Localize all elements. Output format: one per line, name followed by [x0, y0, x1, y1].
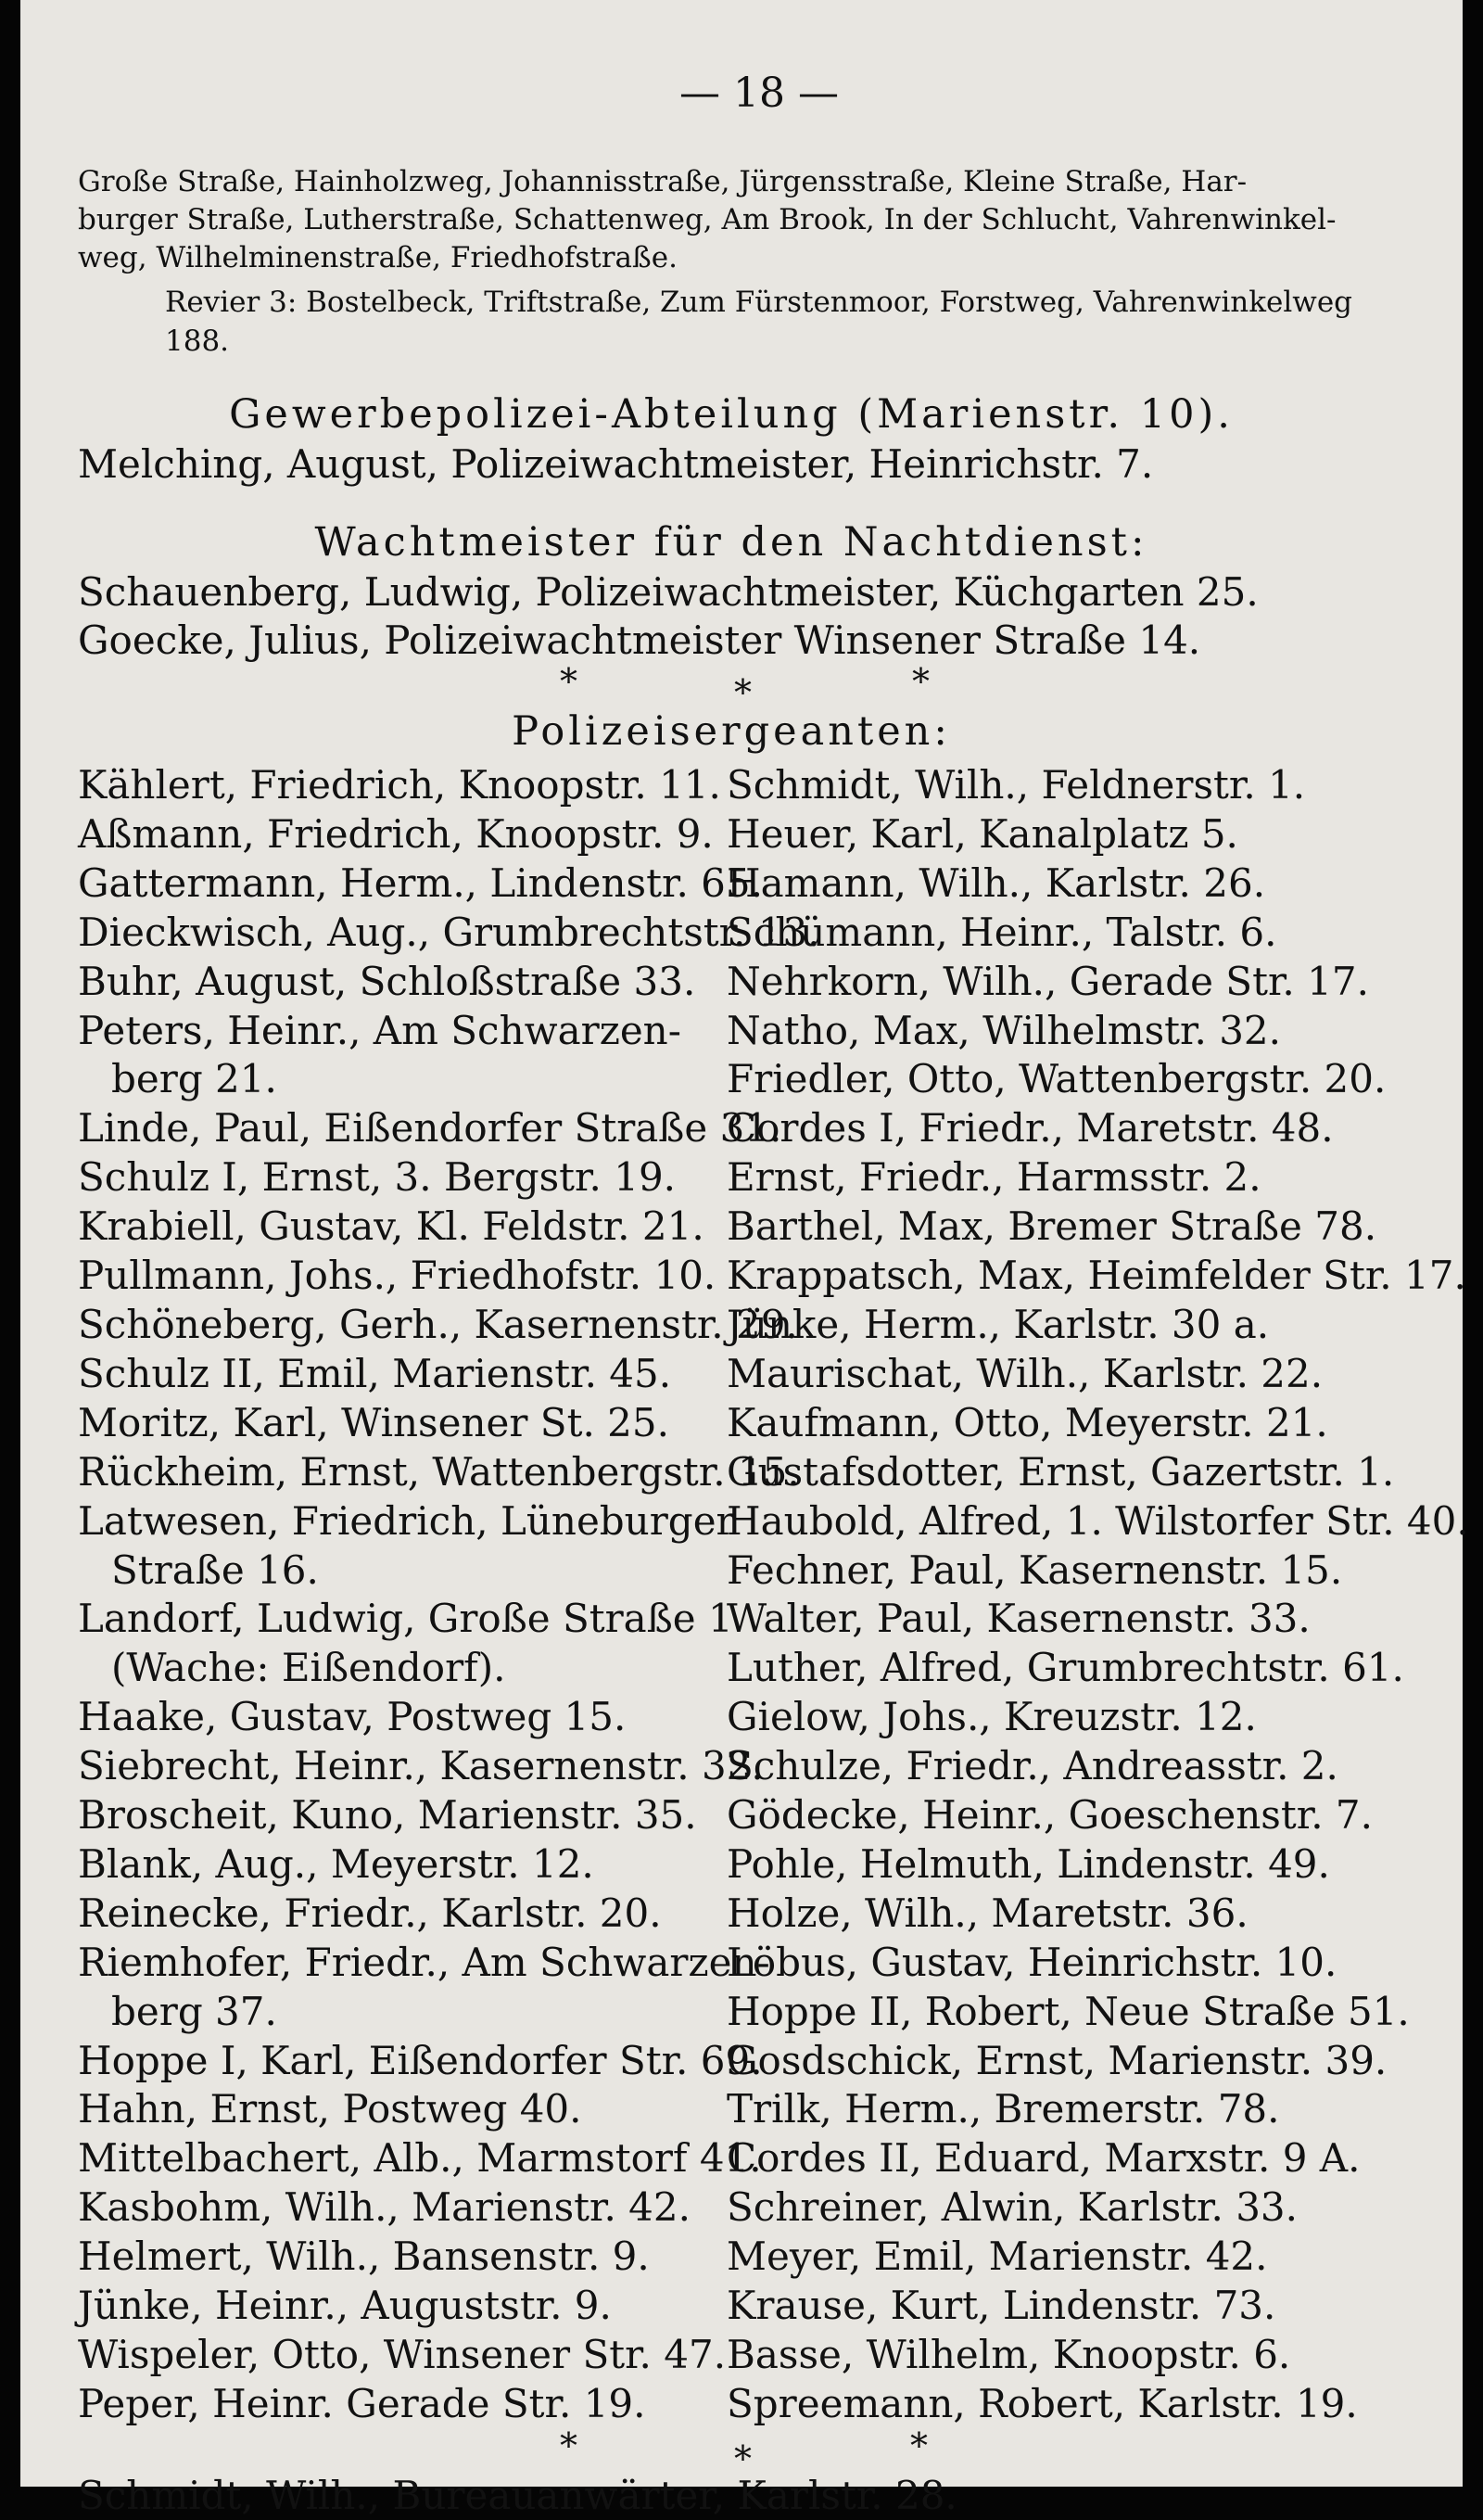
list-item: berg 37. — [111, 1988, 277, 2034]
list-item: Peper, Heinr. Gerade Str. 19. — [78, 2380, 646, 2426]
list-item: Schreiner, Alwin, Karlstr. 33. — [727, 2184, 1298, 2231]
list-item: Rückheim, Ernst, Wattenbergstr. 15. — [78, 1448, 800, 1495]
list-item: Krabiell, Gustav, Kl. Feldstr. 21. — [78, 1203, 704, 1250]
list-item: Linde, Paul, Eißendorfer Straße 31. — [78, 1105, 782, 1152]
list-item: Meyer, Emil, Marienstr. 42. — [727, 2234, 1268, 2280]
list-item: Kählert, Friedrich, Knoopstr. 11. — [78, 762, 721, 808]
list-item: Blank, Aug., Meyerstr. 12. — [78, 1840, 594, 1887]
list-item: Gielow, Johs., Kreuzstr. 12. — [727, 1694, 1257, 1740]
list-item: Löbus, Gustav, Heinrichstr. 10. — [727, 1939, 1337, 1985]
left-column — [78, 761, 820, 2429]
list-item: Kaufmann, Otto, Meyerstr. 21. — [727, 1399, 1328, 1445]
list-item: Cordes I, Friedr., Maretstr. 48. — [727, 1105, 1334, 1152]
list-item: Gustafsdotter, Ernst, Gazertstr. 1. — [727, 1448, 1395, 1495]
list-item: Aßmann, Friedrich, Knoopstr. 9. — [78, 810, 714, 857]
list-item: Mittelbachert, Alb., Marmstorf 41. — [78, 2135, 762, 2182]
list-item: Haake, Gustav, Postweg 15. — [78, 1694, 627, 1740]
heading-nachtdienst: Wachtmeister für den Nachtdienst: — [314, 519, 1148, 566]
list-item: (Wache: Eißendorf). — [111, 1645, 506, 1691]
list-item: Basse, Wilhelm, Knoopstr. 6. — [727, 2332, 1291, 2377]
list-item: Peters, Heinr., Am Schwarzen- — [78, 1007, 681, 1053]
list-item: Kasbohm, Wilh., Marienstr. 42. — [78, 2184, 691, 2231]
list-item: Schmidt, Wilh., Feldnerstr. 1. — [727, 762, 1306, 808]
list-item: Jünke, Herm., Karlstr. 30 a. — [727, 1301, 1270, 1347]
list-item: Schulz I, Ernst, 3. Bergstr. 19. — [78, 1154, 677, 1201]
list-item: Schöneberg, Gerh., Kasernenstr. 29. — [78, 1301, 798, 1347]
list-item: Buhr, August, Schloßstraße 33. — [78, 958, 696, 1004]
star: * — [560, 2425, 577, 2466]
list-item: Dieckwisch, Aug., Grumbrechtstr. 13. — [78, 909, 820, 955]
star: * — [734, 2437, 752, 2479]
page-content — [78, 65, 1469, 2520]
list-item: Gödecke, Heinr., Goeschenstr. 7. — [727, 1792, 1373, 1839]
entry-nachtdienst: Schauenberg, Ludwig, Polizeiwachtmeister, Küchgarten 25. — [78, 569, 1259, 615]
list-item: Gattermann, Herm., Lindenstr. 65. — [78, 859, 763, 906]
list-item: Cordes II, Eduard, Marxstr. 9 A. — [727, 2135, 1361, 2182]
list-item: Hamann, Wilh., Karlstr. 26. — [727, 859, 1266, 906]
list-item: Haubold, Alfred, 1. Wilstorfer Str. 40. — [727, 1497, 1469, 1544]
separator-stars — [78, 661, 1385, 713]
list-item: Ernst, Friedr., Harmsstr. 2. — [727, 1154, 1261, 1201]
list-item: Pohle, Helmuth, Lindenstr. 49. — [727, 1840, 1330, 1887]
page-number: — 18 — — [679, 70, 839, 117]
list-item: Hoppe I, Karl, Eißendorfer Str. 69. — [78, 2037, 763, 2083]
list-item: Jünke, Heinr., Auguststr. 9. — [78, 2283, 612, 2329]
list-item: Schümann, Heinr., Talstr. 6. — [727, 909, 1277, 955]
list-item: Reinecke, Friedr., Karlstr. 20. — [78, 1890, 662, 1936]
list-item: Heuer, Karl, Kanalplatz 5. — [727, 810, 1238, 857]
entry-nachtdienst: Goecke, Julius, Polizeiwachtmeister Winsener Straße 14. — [78, 617, 1201, 663]
heading-sergeanten: Polizeisergeanten: — [512, 708, 951, 755]
list-item: Spreemann, Robert, Karlstr. 19. — [727, 2380, 1358, 2426]
entry-gewerbepolizei: Melching, August, Polizeiwachtmeister, Heinrichstr. 7. — [78, 441, 1154, 487]
heading-gewerbepolizei: Gewerbepolizei-Abteilung (Marienstr. 10). — [229, 391, 1234, 438]
list-item: Riemhofer, Friedr., Am Schwarzen- — [78, 1939, 770, 1985]
list-item: Hahn, Ernst, Postweg 40. — [78, 2086, 582, 2132]
list-item: Maurischat, Wilh., Karlstr. 22. — [727, 1350, 1324, 1396]
list-item: Straße 16. — [111, 1546, 319, 1593]
list-item: Hoppe II, Robert, Neue Straße 51. — [727, 1988, 1410, 2034]
list-item: Gosdschick, Ernst, Marienstr. 39. — [727, 2037, 1388, 2083]
document-page — [20, 0, 1469, 2518]
streets-intro — [78, 163, 1385, 277]
list-item: Friedler, Otto, Wattenbergstr. 20. — [727, 1056, 1387, 1102]
list-item: Barthel, Max, Bremer Straße 78. — [727, 1203, 1377, 1250]
list-item: Krappatsch, Max, Heimfelder Str. 17. — [727, 1253, 1466, 1299]
list-item: Moritz, Karl, Winsener St. 25. — [78, 1399, 669, 1445]
right-column — [727, 761, 1469, 2429]
intro-line: Große Straße, Hainholzweg, Johannisstraße, Jürgensstraße, Kleine Straße, Har- — [78, 165, 1248, 198]
intro-line: burger Straße, Lutherstraße, Schattenweg, Am Brook, In der Schlucht, Vahrenwinkel- — [78, 203, 1337, 236]
list-item: Helmert, Wilh., Bansenstr. 9. — [78, 2234, 650, 2280]
star: * — [912, 661, 930, 702]
list-item: Wispeler, Otto, Winsener Str. 47. — [78, 2332, 727, 2377]
list-item: Landorf, Ludwig, Große Straße 1 — [78, 1596, 733, 1642]
separator-stars — [78, 2425, 1385, 2479]
list-item: Siebrecht, Heinr., Kasernenstr. 32. — [78, 1743, 764, 1789]
list-item: Nehrkorn, Wilh., Gerade Str. 17. — [727, 958, 1369, 1004]
list-item: Schulz II, Emil, Marienstr. 45. — [78, 1350, 672, 1396]
list-item: Holze, Wilh., Maretstr. 36. — [727, 1890, 1249, 1936]
list-item: Fechner, Paul, Kasernenstr. 15. — [727, 1546, 1343, 1593]
intro-line: weg, Wilhelminenstraße, Friedhofstraße. — [78, 241, 678, 274]
list-item: berg 21. — [111, 1056, 277, 1102]
list-item: Broscheit, Kuno, Marienstr. 35. — [78, 1792, 697, 1839]
list-item: Pullmann, Johs., Friedhofstr. 10. — [78, 1253, 716, 1299]
revier-3-line: Revier 3: Bostelbeck, Triftstraße, Zum Fürstenmoor, Forstweg, Vahrenwinkelweg 188. — [165, 286, 1353, 358]
footer-entry: Schmidt, Wilh., Bureauanwärter, Karlstr. 28. — [78, 2472, 957, 2518]
list-item: Walter, Paul, Kasernenstr. 33. — [727, 1596, 1311, 1642]
list-item: Natho, Max, Wilhelmstr. 32. — [727, 1007, 1281, 1053]
list-item: Trilk, Herm., Bremerstr. 78. — [727, 2086, 1280, 2132]
star: * — [560, 661, 577, 702]
list-item: Schulze, Friedr., Andreasstr. 2. — [727, 1743, 1338, 1789]
sergeanten-list — [78, 761, 1469, 2429]
star: * — [910, 2425, 928, 2466]
list-item: Latwesen, Friedrich, Lüneburger — [78, 1497, 735, 1544]
star: * — [734, 672, 752, 713]
list-item: Krause, Kurt, Lindenstr. 73. — [727, 2283, 1276, 2329]
list-item: Luther, Alfred, Grumbrechtstr. 61. — [727, 1645, 1404, 1691]
